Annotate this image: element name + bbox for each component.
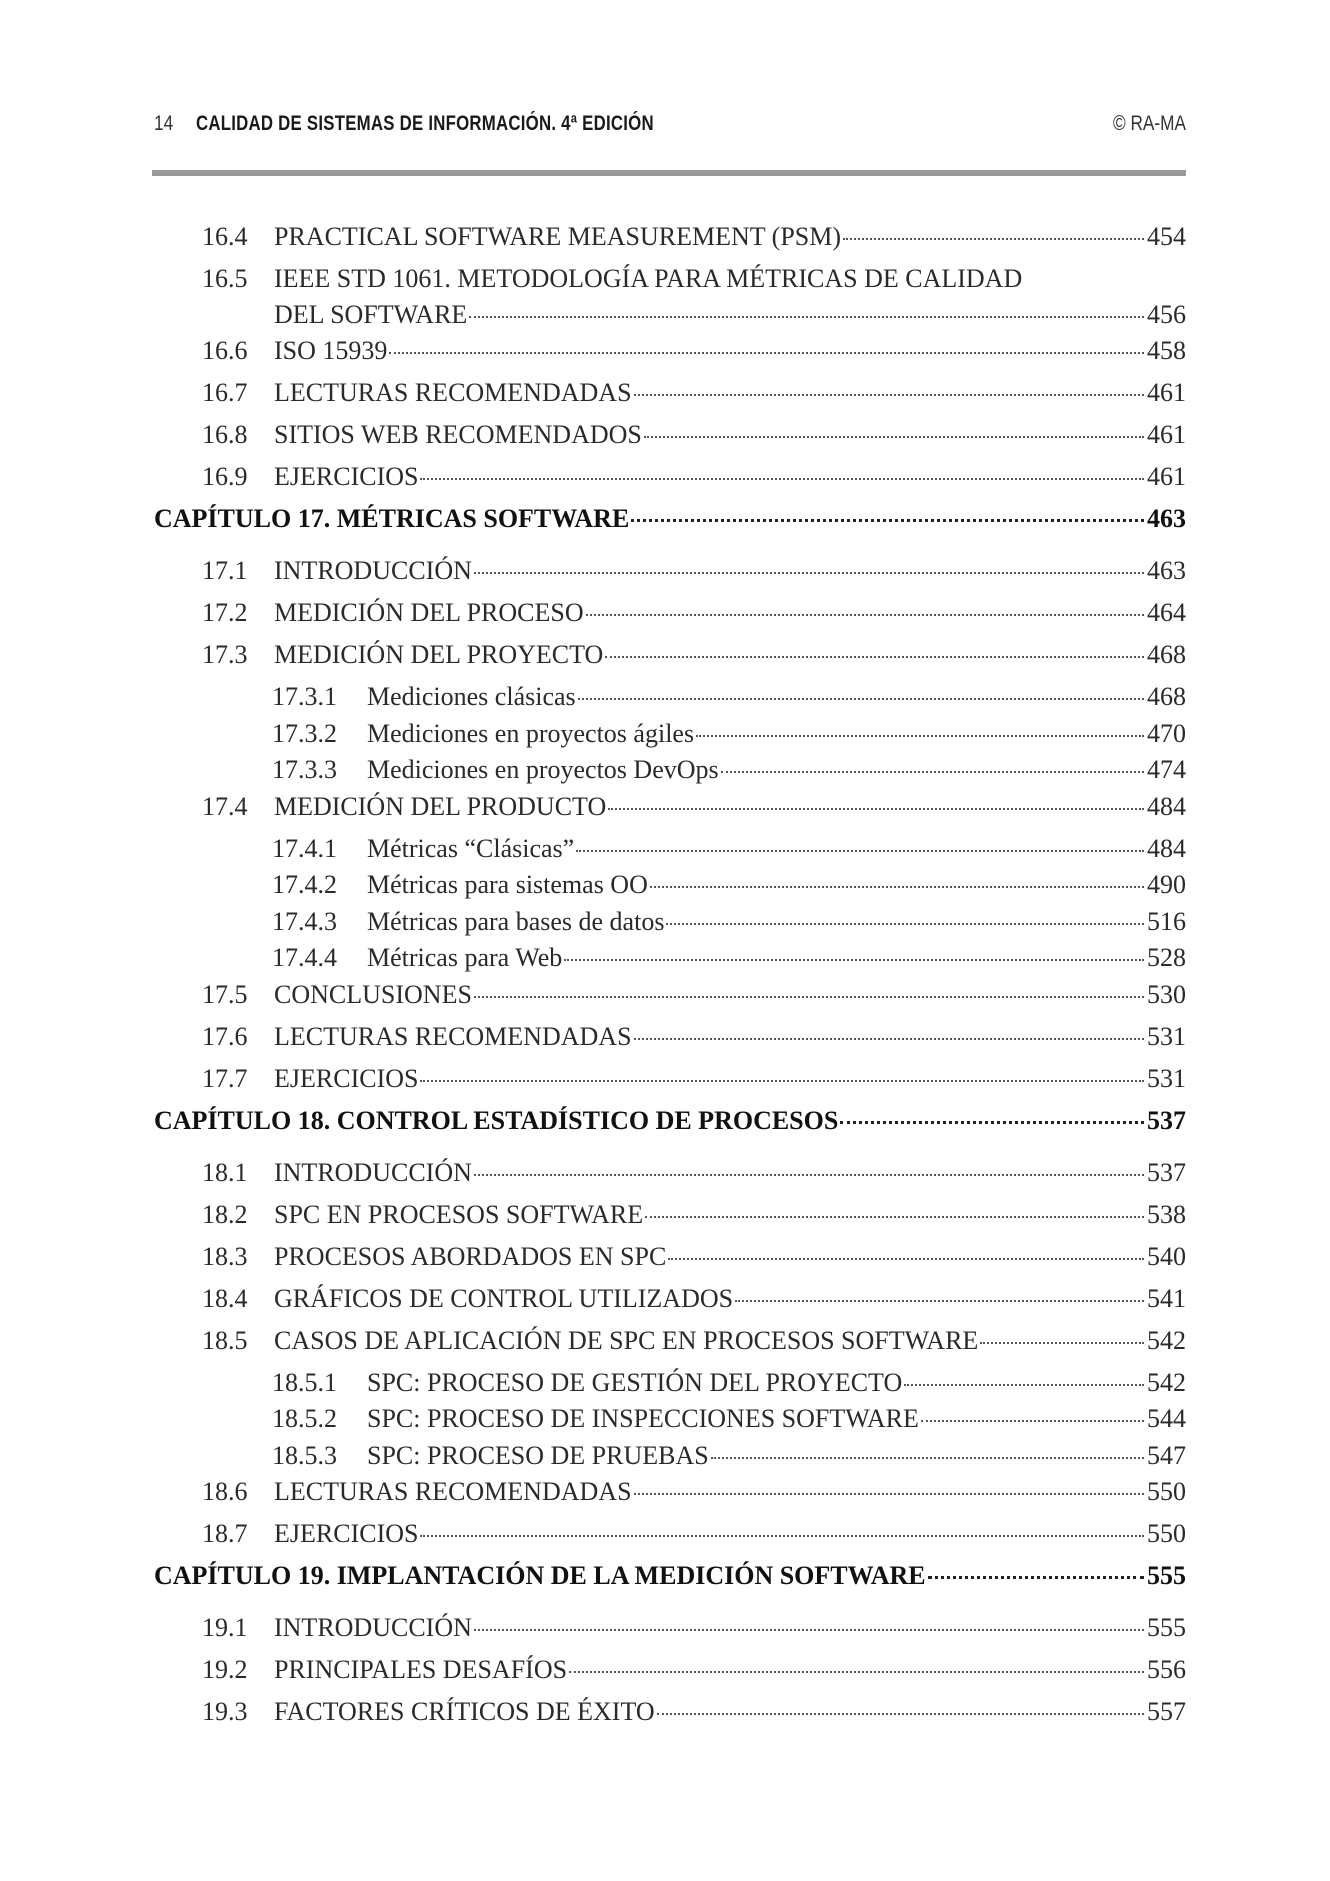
toc-entry-title: IEEE STD 1061. METODOLOGÍA PARA MÉTRICAS DE CALIDAD bbox=[274, 264, 1023, 293]
toc-entry-title: SPC: PROCESO DE GESTIÓN DEL PROYECTO bbox=[367, 1367, 903, 1397]
toc-entry-title: GRÁFICOS DE CONTROL UTILIZADOS bbox=[274, 1283, 734, 1313]
toc-entry-page: 550 bbox=[1147, 1519, 1186, 1548]
header-rule bbox=[152, 170, 1186, 176]
toc-entry-page: 461 bbox=[1147, 378, 1186, 407]
toc-entry-page: 458 bbox=[1147, 336, 1186, 365]
toc-entry[interactable] bbox=[154, 1158, 1186, 1200]
toc-entry-number: 18.1 bbox=[202, 1157, 248, 1187]
toc-entry[interactable] bbox=[154, 1064, 1186, 1106]
toc-subentry[interactable] bbox=[154, 943, 1186, 980]
toc-entry-number: 19.2 bbox=[202, 1655, 248, 1684]
toc-entry-page: 461 bbox=[1147, 462, 1186, 491]
toc-entry[interactable] bbox=[154, 378, 1186, 420]
toc-subentry[interactable] bbox=[154, 682, 1186, 719]
dot-leader bbox=[474, 996, 1144, 998]
toc-entry-number: 18.7 bbox=[202, 1519, 248, 1548]
toc-entry-page: 544 bbox=[1147, 1404, 1186, 1433]
toc-entry-number: 18.2 bbox=[202, 1199, 248, 1229]
dot-leader bbox=[711, 1457, 1144, 1459]
toc-entry-page: 538 bbox=[1147, 1199, 1186, 1229]
toc-entry-number: 18.4 bbox=[202, 1283, 248, 1313]
toc-entry-title: Métricas para sistemas OO bbox=[367, 870, 648, 899]
toc-entry-page: 463 bbox=[1147, 556, 1186, 585]
toc-entry[interactable] bbox=[154, 462, 1186, 504]
dot-leader bbox=[735, 1300, 1144, 1302]
dot-leader bbox=[608, 808, 1144, 810]
toc-subentry[interactable] bbox=[154, 719, 1186, 756]
toc-entry-title: PRINCIPALES DESAFÍOS bbox=[274, 1655, 568, 1684]
toc-entry[interactable] bbox=[154, 1477, 1186, 1519]
toc-entry-number: 18.5.1 bbox=[272, 1367, 337, 1397]
toc-entry-number: 18.5.3 bbox=[272, 1440, 337, 1470]
toc-entry-title: SPC: PROCESO DE INSPECCIONES SOFTWARE bbox=[367, 1404, 919, 1433]
toc-entry-number: 17.3 bbox=[202, 640, 248, 669]
dot-leader bbox=[634, 394, 1144, 396]
toc-entry-title: LECTURAS RECOMENDADAS bbox=[274, 1477, 632, 1506]
dot-leader bbox=[586, 614, 1144, 616]
dot-leader bbox=[840, 1121, 1144, 1124]
dot-leader bbox=[634, 1493, 1144, 1495]
toc-chapter-entry[interactable] bbox=[154, 1106, 1186, 1156]
toc-entry-title: INTRODUCCIÓN bbox=[274, 556, 472, 585]
toc-entry-number: 19.1 bbox=[202, 1613, 248, 1642]
toc-entry-page: 463 bbox=[1147, 504, 1186, 533]
running-header bbox=[154, 106, 1186, 142]
toc-entry[interactable] bbox=[154, 336, 1186, 378]
toc-entry-title: MEDICIÓN DEL PROYECTO bbox=[274, 640, 604, 669]
toc-entry[interactable] bbox=[154, 980, 1186, 1022]
toc-entry-page: 528 bbox=[1147, 943, 1186, 972]
toc-entry-title: Métricas “Clásicas” bbox=[367, 833, 575, 863]
toc-entry[interactable] bbox=[154, 1284, 1186, 1326]
toc-entry-title: PROCESOS ABORDADOS EN SPC bbox=[274, 1241, 667, 1271]
toc-entry-number: 18.5.2 bbox=[272, 1404, 337, 1433]
toc-entry-page: 550 bbox=[1147, 1477, 1186, 1506]
toc-entry-number: 18.3 bbox=[202, 1241, 248, 1271]
toc-entry-number: 16.5 bbox=[202, 264, 248, 293]
toc-entry[interactable] bbox=[154, 1022, 1186, 1064]
toc-entry-title: MEDICIÓN DEL PRODUCTO bbox=[274, 791, 607, 821]
toc-entry-title: LECTURAS RECOMENDADAS bbox=[274, 1021, 632, 1051]
toc-entry-number: 16.7 bbox=[202, 378, 248, 407]
toc-entry-line bbox=[154, 300, 1186, 330]
toc-entry-page: 542 bbox=[1147, 1325, 1186, 1355]
toc-entry-title: CONCLUSIONES bbox=[274, 979, 472, 1009]
toc-entry-title: INTRODUCCIÓN bbox=[274, 1157, 472, 1187]
toc-entry-number: 17.3.1 bbox=[272, 682, 337, 711]
toc-entry-number: 17.3.2 bbox=[272, 718, 337, 748]
toc-entry-number: 17.4.3 bbox=[272, 906, 337, 936]
toc-entry-number: 16.9 bbox=[202, 462, 248, 491]
toc-entry-line bbox=[154, 264, 1022, 300]
toc-entry-number: 17.3.3 bbox=[272, 755, 337, 784]
toc-entry-title: CAPÍTULO 19. IMPLANTACIÓN DE LA MEDICIÓN SOFTWARE bbox=[154, 1561, 926, 1590]
toc-entry-title: ISO 15939 bbox=[274, 336, 388, 365]
dot-leader bbox=[904, 1384, 1144, 1386]
toc-entry-title: Métricas para bases de datos bbox=[367, 906, 665, 936]
toc-entry-page: 468 bbox=[1147, 682, 1186, 711]
toc-subentry[interactable] bbox=[154, 834, 1186, 871]
toc-entry-number: 16.8 bbox=[202, 420, 248, 449]
toc-entry-number: 17.7 bbox=[202, 1063, 248, 1093]
toc-entry-title: Métricas para Web bbox=[367, 943, 563, 972]
toc-chapter-entry[interactable] bbox=[154, 504, 1186, 554]
toc-entry-page: 530 bbox=[1147, 979, 1186, 1009]
toc-entry-title: FACTORES CRÍTICOS DE ÉXITO bbox=[274, 1697, 655, 1726]
toc-entry[interactable] bbox=[154, 1242, 1186, 1284]
toc-entry-number: 17.4.1 bbox=[272, 833, 337, 863]
dot-leader bbox=[469, 316, 1144, 318]
toc-entry-number: 18.6 bbox=[202, 1477, 248, 1506]
toc-entry[interactable] bbox=[154, 420, 1186, 462]
toc-entry-number: 16.4 bbox=[202, 222, 248, 251]
toc-entry-page: 555 bbox=[1147, 1613, 1186, 1642]
toc-entry-number: 17.6 bbox=[202, 1021, 248, 1051]
toc-entry-page: 555 bbox=[1147, 1561, 1186, 1590]
toc-subentry[interactable] bbox=[154, 1404, 1186, 1441]
toc-entry[interactable] bbox=[154, 1613, 1186, 1655]
toc-entry-page: 556 bbox=[1147, 1655, 1186, 1684]
toc-entry-page: 484 bbox=[1147, 833, 1186, 863]
dot-leader bbox=[474, 1629, 1144, 1631]
toc-entry-title: EJERCICIOS bbox=[274, 462, 419, 491]
toc-entry-title: CAPÍTULO 17. MÉTRICAS SOFTWARE bbox=[154, 504, 630, 533]
toc-entry-number: 17.2 bbox=[202, 598, 248, 627]
toc-entry-number: 17.4 bbox=[202, 791, 248, 821]
dot-leader bbox=[721, 771, 1144, 773]
toc-entry-page: 531 bbox=[1147, 1021, 1186, 1051]
toc-entry[interactable] bbox=[154, 556, 1186, 598]
toc-entry-page: 541 bbox=[1147, 1283, 1186, 1313]
toc-entry-title: SPC: PROCESO DE PRUEBAS bbox=[367, 1440, 709, 1470]
dot-leader bbox=[650, 886, 1144, 888]
toc-entry-title: Mediciones en proyectos DevOps bbox=[367, 755, 719, 784]
dot-leader bbox=[634, 1038, 1144, 1040]
dot-leader bbox=[666, 923, 1144, 925]
dot-leader bbox=[420, 478, 1144, 480]
toc-entry[interactable] bbox=[154, 1326, 1186, 1368]
toc-subentry[interactable] bbox=[154, 1368, 1186, 1405]
toc-entry-number: 17.4.2 bbox=[272, 870, 337, 899]
toc-entry-page: 456 bbox=[1147, 300, 1186, 329]
dot-leader bbox=[576, 850, 1144, 852]
toc-entry[interactable] bbox=[154, 1200, 1186, 1242]
book-title: CALIDAD DE SISTEMAS DE INFORMACIÓN. 4ª EDICIÓN bbox=[196, 112, 654, 135]
toc-entry[interactable] bbox=[154, 222, 1186, 264]
toc-entry-page: 557 bbox=[1147, 1697, 1186, 1726]
toc-entry-title: EJERCICIOS bbox=[274, 1519, 419, 1548]
toc-chapter-entry[interactable] bbox=[154, 1561, 1186, 1611]
dot-leader bbox=[420, 1080, 1144, 1082]
toc-entry[interactable] bbox=[154, 264, 1186, 336]
toc-entry[interactable] bbox=[154, 792, 1186, 834]
toc-entry-page: 537 bbox=[1147, 1105, 1186, 1135]
toc-entry-page: 468 bbox=[1147, 640, 1186, 669]
dot-leader bbox=[980, 1342, 1144, 1344]
page-number: 14 bbox=[154, 112, 174, 135]
toc-entry-title: INTRODUCCIÓN bbox=[274, 1613, 472, 1642]
dot-leader bbox=[569, 1671, 1144, 1673]
toc-entry-number: 19.3 bbox=[202, 1697, 248, 1726]
toc-entry-title: SITIOS WEB RECOMENDADOS bbox=[274, 420, 642, 449]
dot-leader bbox=[921, 1420, 1144, 1422]
toc-entry-title: EJERCICIOS bbox=[274, 1063, 419, 1093]
toc-entry-page: 542 bbox=[1147, 1367, 1186, 1397]
toc-entry-page: 470 bbox=[1147, 718, 1186, 748]
toc-subentry[interactable] bbox=[154, 907, 1186, 944]
toc-entry-page: 547 bbox=[1147, 1440, 1186, 1470]
toc-entry-page: 540 bbox=[1147, 1241, 1186, 1271]
toc-entry-title: PRACTICAL SOFTWARE MEASUREMENT (PSM) bbox=[274, 222, 842, 251]
toc-entry-title: LECTURAS RECOMENDADAS bbox=[274, 378, 632, 407]
dot-leader bbox=[564, 959, 1144, 961]
toc-entry-page: 537 bbox=[1147, 1157, 1186, 1187]
dot-leader bbox=[843, 238, 1144, 240]
toc-entry-page: 531 bbox=[1147, 1063, 1186, 1093]
toc-entry[interactable] bbox=[154, 598, 1186, 640]
toc-subentry[interactable] bbox=[154, 755, 1186, 792]
toc-entry-page: 484 bbox=[1147, 791, 1186, 821]
toc-entry-page: 490 bbox=[1147, 870, 1186, 899]
toc-entry-number: 17.5 bbox=[202, 979, 248, 1009]
toc-entry-page: 474 bbox=[1147, 755, 1186, 784]
toc-entry-title-continued: DEL SOFTWARE bbox=[274, 300, 468, 329]
toc-entry-title: MEDICIÓN DEL PROCESO bbox=[274, 598, 584, 627]
dot-leader bbox=[389, 352, 1144, 354]
toc-entry-page: 516 bbox=[1147, 906, 1186, 936]
toc-subentry[interactable] bbox=[154, 870, 1186, 907]
dot-leader bbox=[668, 1258, 1144, 1260]
toc-entry-number: 16.6 bbox=[202, 336, 248, 365]
toc-entry-number: 17.1 bbox=[202, 556, 248, 585]
toc-entry[interactable] bbox=[154, 1697, 1186, 1739]
dot-leader bbox=[696, 735, 1144, 737]
toc-entry-page: 464 bbox=[1147, 598, 1186, 627]
dot-leader bbox=[644, 436, 1144, 438]
toc-entry-page: 461 bbox=[1147, 420, 1186, 449]
toc-entry[interactable] bbox=[154, 640, 1186, 682]
toc-entry-number: 17.4.4 bbox=[272, 943, 337, 972]
dot-leader bbox=[645, 1216, 1144, 1218]
toc-entry[interactable] bbox=[154, 1655, 1186, 1697]
dot-leader bbox=[657, 1713, 1144, 1715]
toc-subentry[interactable] bbox=[154, 1441, 1186, 1478]
toc-entry-page: 454 bbox=[1147, 222, 1186, 251]
dot-leader bbox=[578, 698, 1144, 700]
dot-leader bbox=[474, 1174, 1144, 1176]
dot-leader bbox=[420, 1535, 1144, 1537]
table-of-contents bbox=[154, 222, 1186, 1739]
dot-leader bbox=[474, 572, 1144, 574]
publisher-copyright: © RA-MA bbox=[1113, 112, 1186, 135]
toc-entry-title: Mediciones en proyectos ágiles bbox=[367, 718, 695, 748]
toc-entry[interactable] bbox=[154, 1519, 1186, 1561]
toc-entry-title: SPC EN PROCESOS SOFTWARE bbox=[274, 1199, 644, 1229]
dot-leader bbox=[631, 519, 1144, 522]
toc-entry-title: Mediciones clásicas bbox=[367, 682, 576, 711]
toc-entry-title: CAPÍTULO 18. CONTROL ESTADÍSTICO DE PROCESOS bbox=[154, 1105, 839, 1135]
dot-leader bbox=[928, 1576, 1144, 1579]
toc-entry-title: CASOS DE APLICACIÓN DE SPC EN PROCESOS SOFTWARE bbox=[274, 1325, 979, 1355]
toc-entry-number: 18.5 bbox=[202, 1325, 248, 1355]
dot-leader bbox=[605, 656, 1144, 658]
